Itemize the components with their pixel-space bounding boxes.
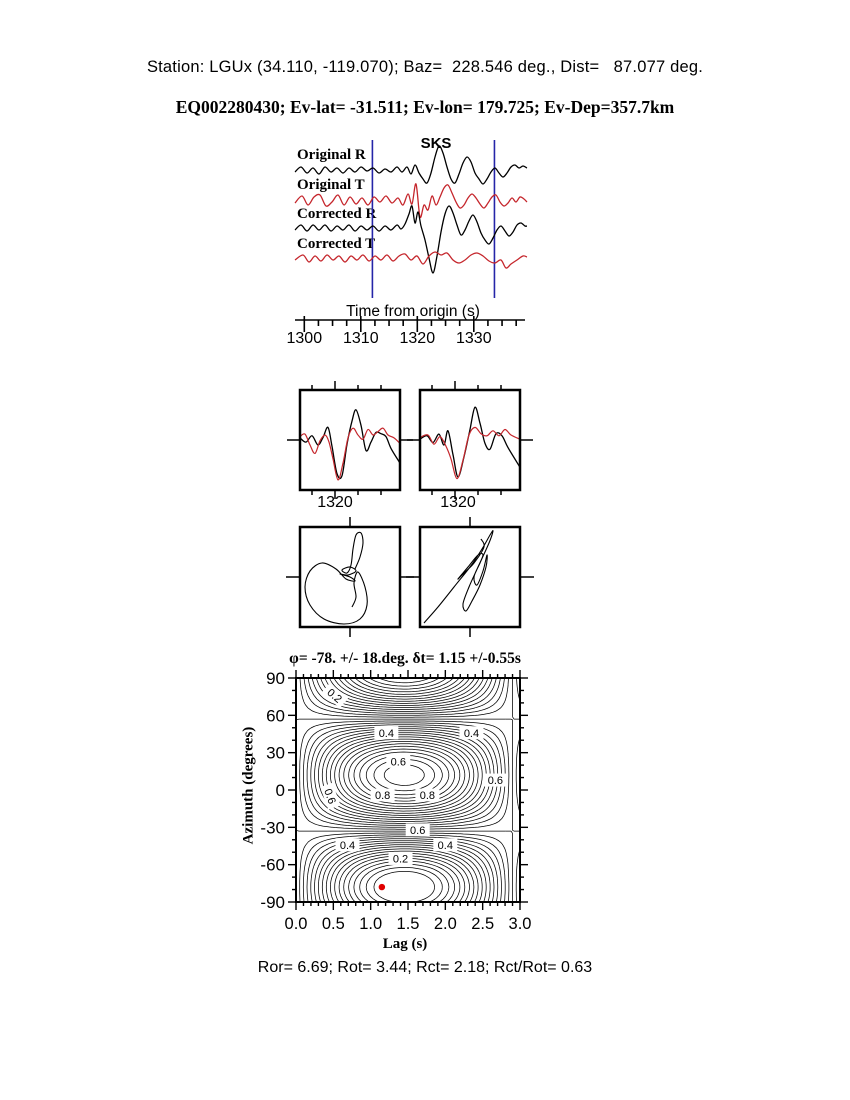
svg-text:0.8: 0.8 — [374, 789, 391, 802]
svg-text:0.4: 0.4 — [463, 727, 480, 740]
x-tick-label: 0.5 — [321, 915, 345, 933]
y-tick-label: 90 — [266, 669, 285, 688]
svg-text:0.2: 0.2 — [392, 853, 409, 866]
svg-text:0.6: 0.6 — [321, 787, 338, 806]
y-tick-label: -90 — [260, 893, 285, 912]
svg-text:0.4: 0.4 — [378, 727, 394, 740]
trace-label-corrected-t: Corrected T — [297, 236, 376, 252]
contour-label — [389, 852, 413, 866]
trace-label-original-t: Original T — [297, 177, 365, 193]
trace-label-original-r: Original R — [297, 147, 366, 163]
y-tick-label: -60 — [260, 855, 285, 875]
svg-text:0.6: 0.6 — [390, 756, 406, 769]
contour-title: φ= -78. +/- 18.deg. δt= 1.15 +/-0.55s — [289, 650, 521, 667]
contour-label — [406, 823, 430, 837]
contour-label — [433, 838, 457, 852]
contour-label — [336, 838, 360, 852]
x-tick-label: 2.0 — [433, 915, 457, 933]
contour-label — [459, 726, 483, 740]
x-tick-label: 3.0 — [508, 915, 532, 933]
lag-axis-label: Lag (s) — [382, 936, 428, 952]
svg-text:0.4: 0.4 — [437, 839, 453, 852]
contour-label — [374, 726, 398, 740]
waveform-plot — [295, 140, 527, 302]
svg-text:0.6: 0.6 — [410, 824, 426, 837]
station-header: Station: LGUx (34.110, -119.070); Baz= 228.546 deg., Dist= 87.077 deg. — [146, 58, 704, 76]
contour-label — [483, 774, 507, 788]
contour-label — [371, 788, 395, 802]
contour-label — [386, 755, 410, 769]
azimuth-axis-label: Azimuth (degrees) — [240, 726, 257, 845]
time-tick-label: 1320 — [399, 330, 436, 347]
y-tick-label: -30 — [260, 818, 285, 838]
selection-panel-2-label: 1320 — [440, 494, 476, 511]
particle-motion-panels — [280, 517, 550, 639]
y-tick-label: 60 — [266, 706, 285, 726]
svg-text:0.4: 0.4 — [339, 839, 356, 852]
trace-label-corrected-r: Corrected R — [297, 206, 377, 222]
event-header: EQ002280430; Ev-lat= -31.511; Ev-lon= 179.725; Ev-Dep=357.7km — [175, 97, 675, 117]
contour-plot — [240, 669, 540, 933]
time-tick-label: 1310 — [343, 330, 379, 347]
stats-line: Ror= 6.69; Rot= 3.44; Rct= 2.18; Rct/Rot= 0.63 — [257, 959, 593, 976]
time-tick-label: 1330 — [456, 330, 492, 347]
time-axis-label: Time from origin (s) — [346, 303, 480, 320]
y-tick-label: 0 — [275, 781, 285, 800]
svg-text:0.6: 0.6 — [487, 775, 504, 788]
x-tick-label: 2.5 — [471, 915, 495, 933]
selection-panels — [280, 383, 550, 499]
best-fit-dot — [379, 884, 385, 890]
y-tick-label: 30 — [266, 743, 285, 763]
x-tick-label: 0.0 — [284, 915, 308, 933]
svg-text:0.2: 0.2 — [324, 686, 344, 706]
phase-label-sks: SKS — [420, 135, 452, 152]
time-tick-label: 1300 — [286, 330, 323, 347]
svg-text:0.8: 0.8 — [419, 789, 436, 802]
x-tick-label: 1.5 — [396, 915, 420, 933]
x-tick-label: 1.0 — [359, 915, 383, 933]
selection-panel-1-label: 1320 — [317, 494, 353, 511]
contour-label — [415, 788, 439, 802]
